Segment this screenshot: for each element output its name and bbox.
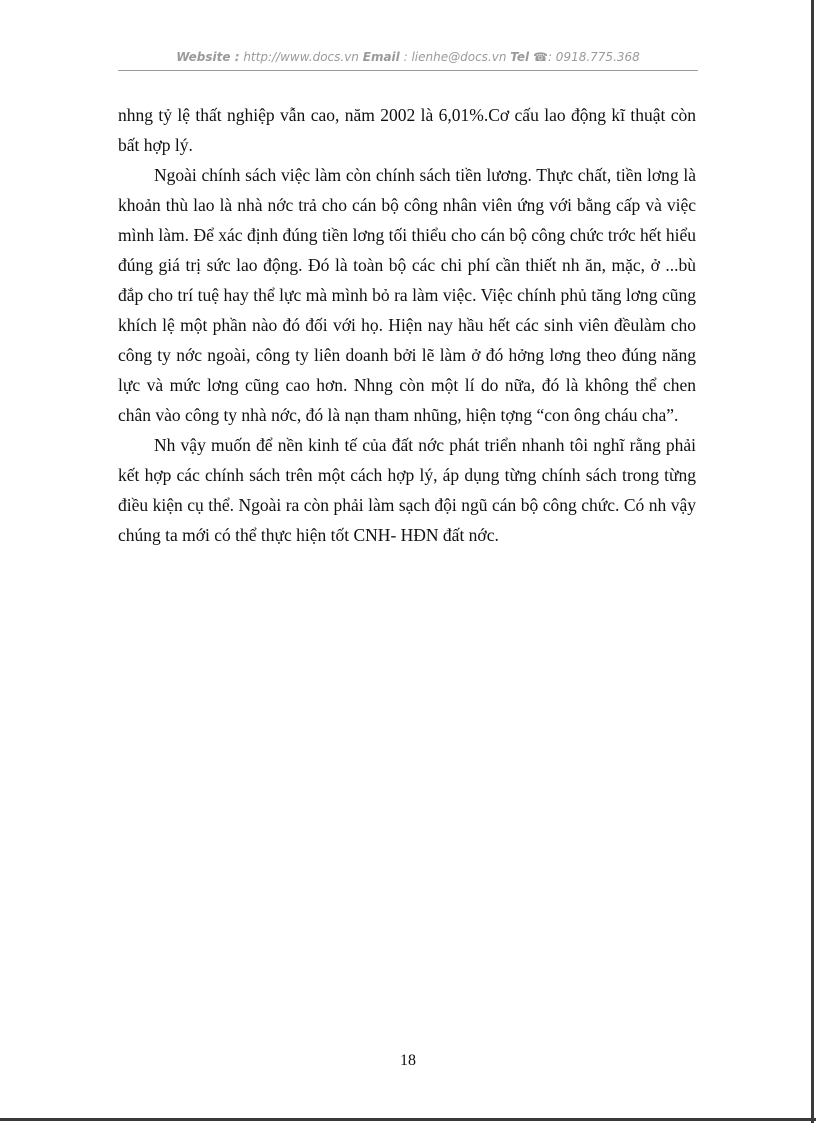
paragraph: nhng tỷ lệ thất nghiệp vẫn cao, năm 2002 là 6,01%.Cơ cấu lao động kĩ thuật còn bất hợp lý.	[118, 105, 696, 155]
tel-label: Tel	[510, 50, 530, 64]
page-number: 18	[400, 1052, 416, 1069]
paragraph: Nh vậy muốn để nền kinh tế của đất nớc phát triển nhanh tôi nghĩ rằng phải kết hợp các chính sách trên một cách hợp lý, áp dụng từng chính sách trong từng điều kiện cụ thể. Ngoài ra còn phải làm sạch đội ngũ cán bộ công chức. Có nh vậy chúng ta mới có thể thực hiện tốt CNH- HĐN đất nớc.	[118, 435, 696, 545]
page-edge-right	[811, 0, 814, 1123]
email-value[interactable]: : lienhe@docs.vn	[403, 50, 507, 64]
phone-icon: ☎	[533, 50, 548, 64]
page-header	[118, 50, 698, 64]
email-label: Email	[362, 50, 400, 64]
page-edge-bottom	[0, 1118, 816, 1121]
tel-value: : 0918.775.368	[547, 50, 640, 64]
paragraph: Ngoài chính sách việc làm còn chính sách tiền lương. Thực chất, tiền lơng là khoản thù lao là nhà nớc trả cho cán bộ công nhân viên ứng với bằng cấp và việc mình làm. Để xác định đúng tiền lơng tối thiểu cho cán bộ công chức trớc hết hiểu đúng giá trị sức lao động. Đó là toàn bộ các chi phí cần thiết nh ăn, mặc, ở ...bù đắp cho trí tuệ hay thể lực mà mình bỏ ra làm việc. Việc chính phủ tăng lơng cũng khích lệ một phần nào đó đối với họ. Hiện nay hầu hết các sinh viên đềulàm cho công ty nớc ngoài, công ty liên doanh bởi lẽ làm ở đó hởng lơng theo đúng năng lực và mức lơng cũng cao hơn. Nhng còn một lí do nữa, đó là không thể chen chân vào công ty nhà nớc, đó là nạn tham nhũng, hiện tợng “con ông cháu cha”.	[118, 165, 696, 425]
header-rule	[118, 70, 698, 71]
website-label: Website :	[176, 50, 240, 64]
document-body	[118, 100, 696, 550]
website-url[interactable]: http://www.docs.vn	[243, 50, 359, 64]
